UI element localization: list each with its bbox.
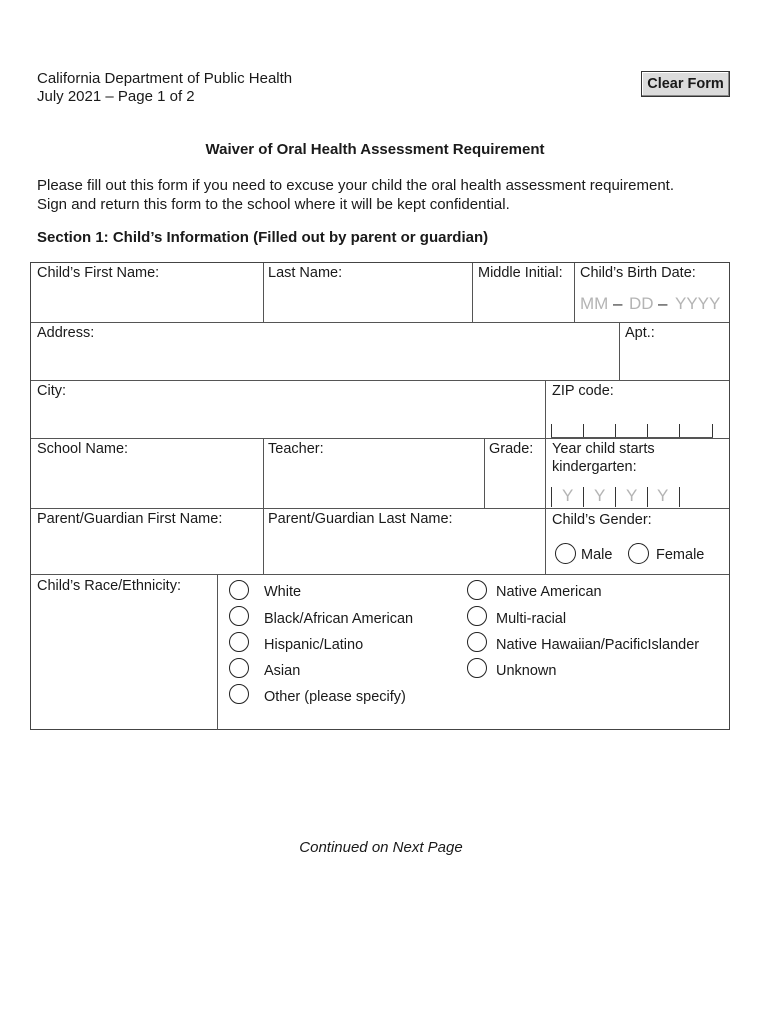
school-name-label: School Name: — [37, 441, 129, 457]
agency-name: California Department of Public Health — [37, 70, 293, 87]
zip-tick — [679, 424, 680, 437]
col-divider — [263, 438, 264, 508]
year-y: Y — [594, 486, 606, 505]
zip-tick — [615, 424, 616, 437]
date-page: July 2021 – Page 1 of 2 — [37, 88, 195, 105]
intro-line-2: Sign and return this form to the school where it will be kept confidential. — [37, 196, 510, 213]
row-divider — [31, 322, 729, 323]
col-divider — [545, 508, 546, 574]
row-divider — [31, 508, 729, 509]
col-divider — [574, 263, 575, 322]
birth-date-dd: DD — [629, 294, 654, 313]
gender-male-label: Male — [581, 547, 613, 563]
zip-baseline — [551, 437, 713, 438]
zip-tick — [647, 424, 648, 437]
intro-line-1: Please fill out this form if you need to excuse your child the oral health assessment requirement. — [37, 177, 674, 194]
race-unknown-radio[interactable] — [467, 658, 487, 678]
zip-tick — [712, 424, 713, 437]
city-label: City: — [37, 383, 66, 399]
col-divider — [545, 380, 546, 438]
race-other-label: Other (please specify) — [264, 689, 406, 705]
middle-initial-label: Middle Initial: — [478, 265, 563, 281]
race-hispanic-label: Hispanic/Latino — [264, 637, 364, 653]
clear-form-button[interactable]: Clear Form — [641, 71, 730, 97]
last-name-label: Last Name: — [268, 265, 343, 281]
birth-date-dash: – — [613, 294, 623, 313]
gender-female-radio[interactable] — [628, 543, 649, 564]
race-other-radio[interactable] — [229, 684, 249, 704]
teacher-label: Teacher: — [268, 441, 324, 457]
zip-label: ZIP code: — [552, 383, 614, 399]
race-ethnicity-label: Child’s Race/Ethnicity: — [37, 578, 181, 594]
gender-male-radio[interactable] — [555, 543, 576, 564]
year-kindergarten-label-2: kindergarten: — [552, 459, 637, 475]
zip-tick — [551, 424, 552, 437]
parent-last-name-label: Parent/Guardian Last Name: — [268, 511, 453, 527]
year-tick — [615, 487, 616, 507]
birth-date-dash: – — [658, 294, 668, 313]
birth-date-yyyy: YYYY — [675, 294, 721, 313]
year-tick — [551, 487, 552, 507]
race-multiracial-radio[interactable] — [467, 606, 487, 626]
gender-female-label: Female — [656, 547, 705, 563]
race-asian-label: Asian — [264, 663, 301, 679]
address-label: Address: — [37, 325, 95, 341]
section-1-heading: Section 1: Child’s Information (Filled out by parent or guardian) — [37, 229, 489, 246]
race-multiracial-label: Multi-racial — [496, 611, 567, 627]
race-unknown-label: Unknown — [496, 663, 557, 679]
row-divider — [31, 438, 729, 439]
birth-date-mm: MM — [580, 294, 609, 313]
race-native-american-radio[interactable] — [467, 580, 487, 600]
gender-label: Child’s Gender: — [552, 512, 652, 528]
year-y: Y — [626, 486, 638, 505]
grade-label: Grade: — [489, 441, 534, 457]
form-title: Waiver of Oral Health Assessment Requirement — [205, 141, 545, 158]
col-divider — [263, 263, 264, 322]
race-hispanic-radio[interactable] — [229, 632, 249, 652]
race-white-radio[interactable] — [229, 580, 249, 600]
race-black-radio[interactable] — [229, 606, 249, 626]
zip-tick — [583, 424, 584, 437]
race-white-label: White — [264, 584, 302, 600]
col-divider — [217, 574, 218, 730]
continued-note: Continued on Next Page — [299, 839, 463, 856]
race-native-american-label: Native American — [496, 584, 602, 600]
row-divider — [31, 380, 729, 381]
col-divider — [472, 263, 473, 322]
race-black-label: Black/African American — [264, 611, 414, 627]
year-y: Y — [562, 486, 574, 505]
col-divider — [263, 508, 264, 574]
year-tick — [583, 487, 584, 507]
parent-first-name-label: Parent/Guardian First Name: — [37, 511, 223, 527]
race-native-hawaiian-label: Native Hawaiian/PacificIslander — [496, 637, 700, 653]
race-asian-radio[interactable] — [229, 658, 249, 678]
first-name-label: Child’s First Name: — [37, 265, 160, 281]
race-native-hawaiian-radio[interactable] — [467, 632, 487, 652]
col-divider — [619, 322, 620, 380]
apt-label: Apt.: — [625, 325, 655, 341]
birth-date-label: Child’s Birth Date: — [580, 265, 696, 281]
year-kindergarten-label-1: Year child starts — [552, 441, 655, 457]
year-tick — [647, 487, 648, 507]
year-tick — [679, 487, 680, 507]
row-divider — [31, 574, 729, 575]
col-divider — [545, 438, 546, 508]
year-y: Y — [657, 486, 669, 505]
col-divider — [484, 438, 485, 508]
